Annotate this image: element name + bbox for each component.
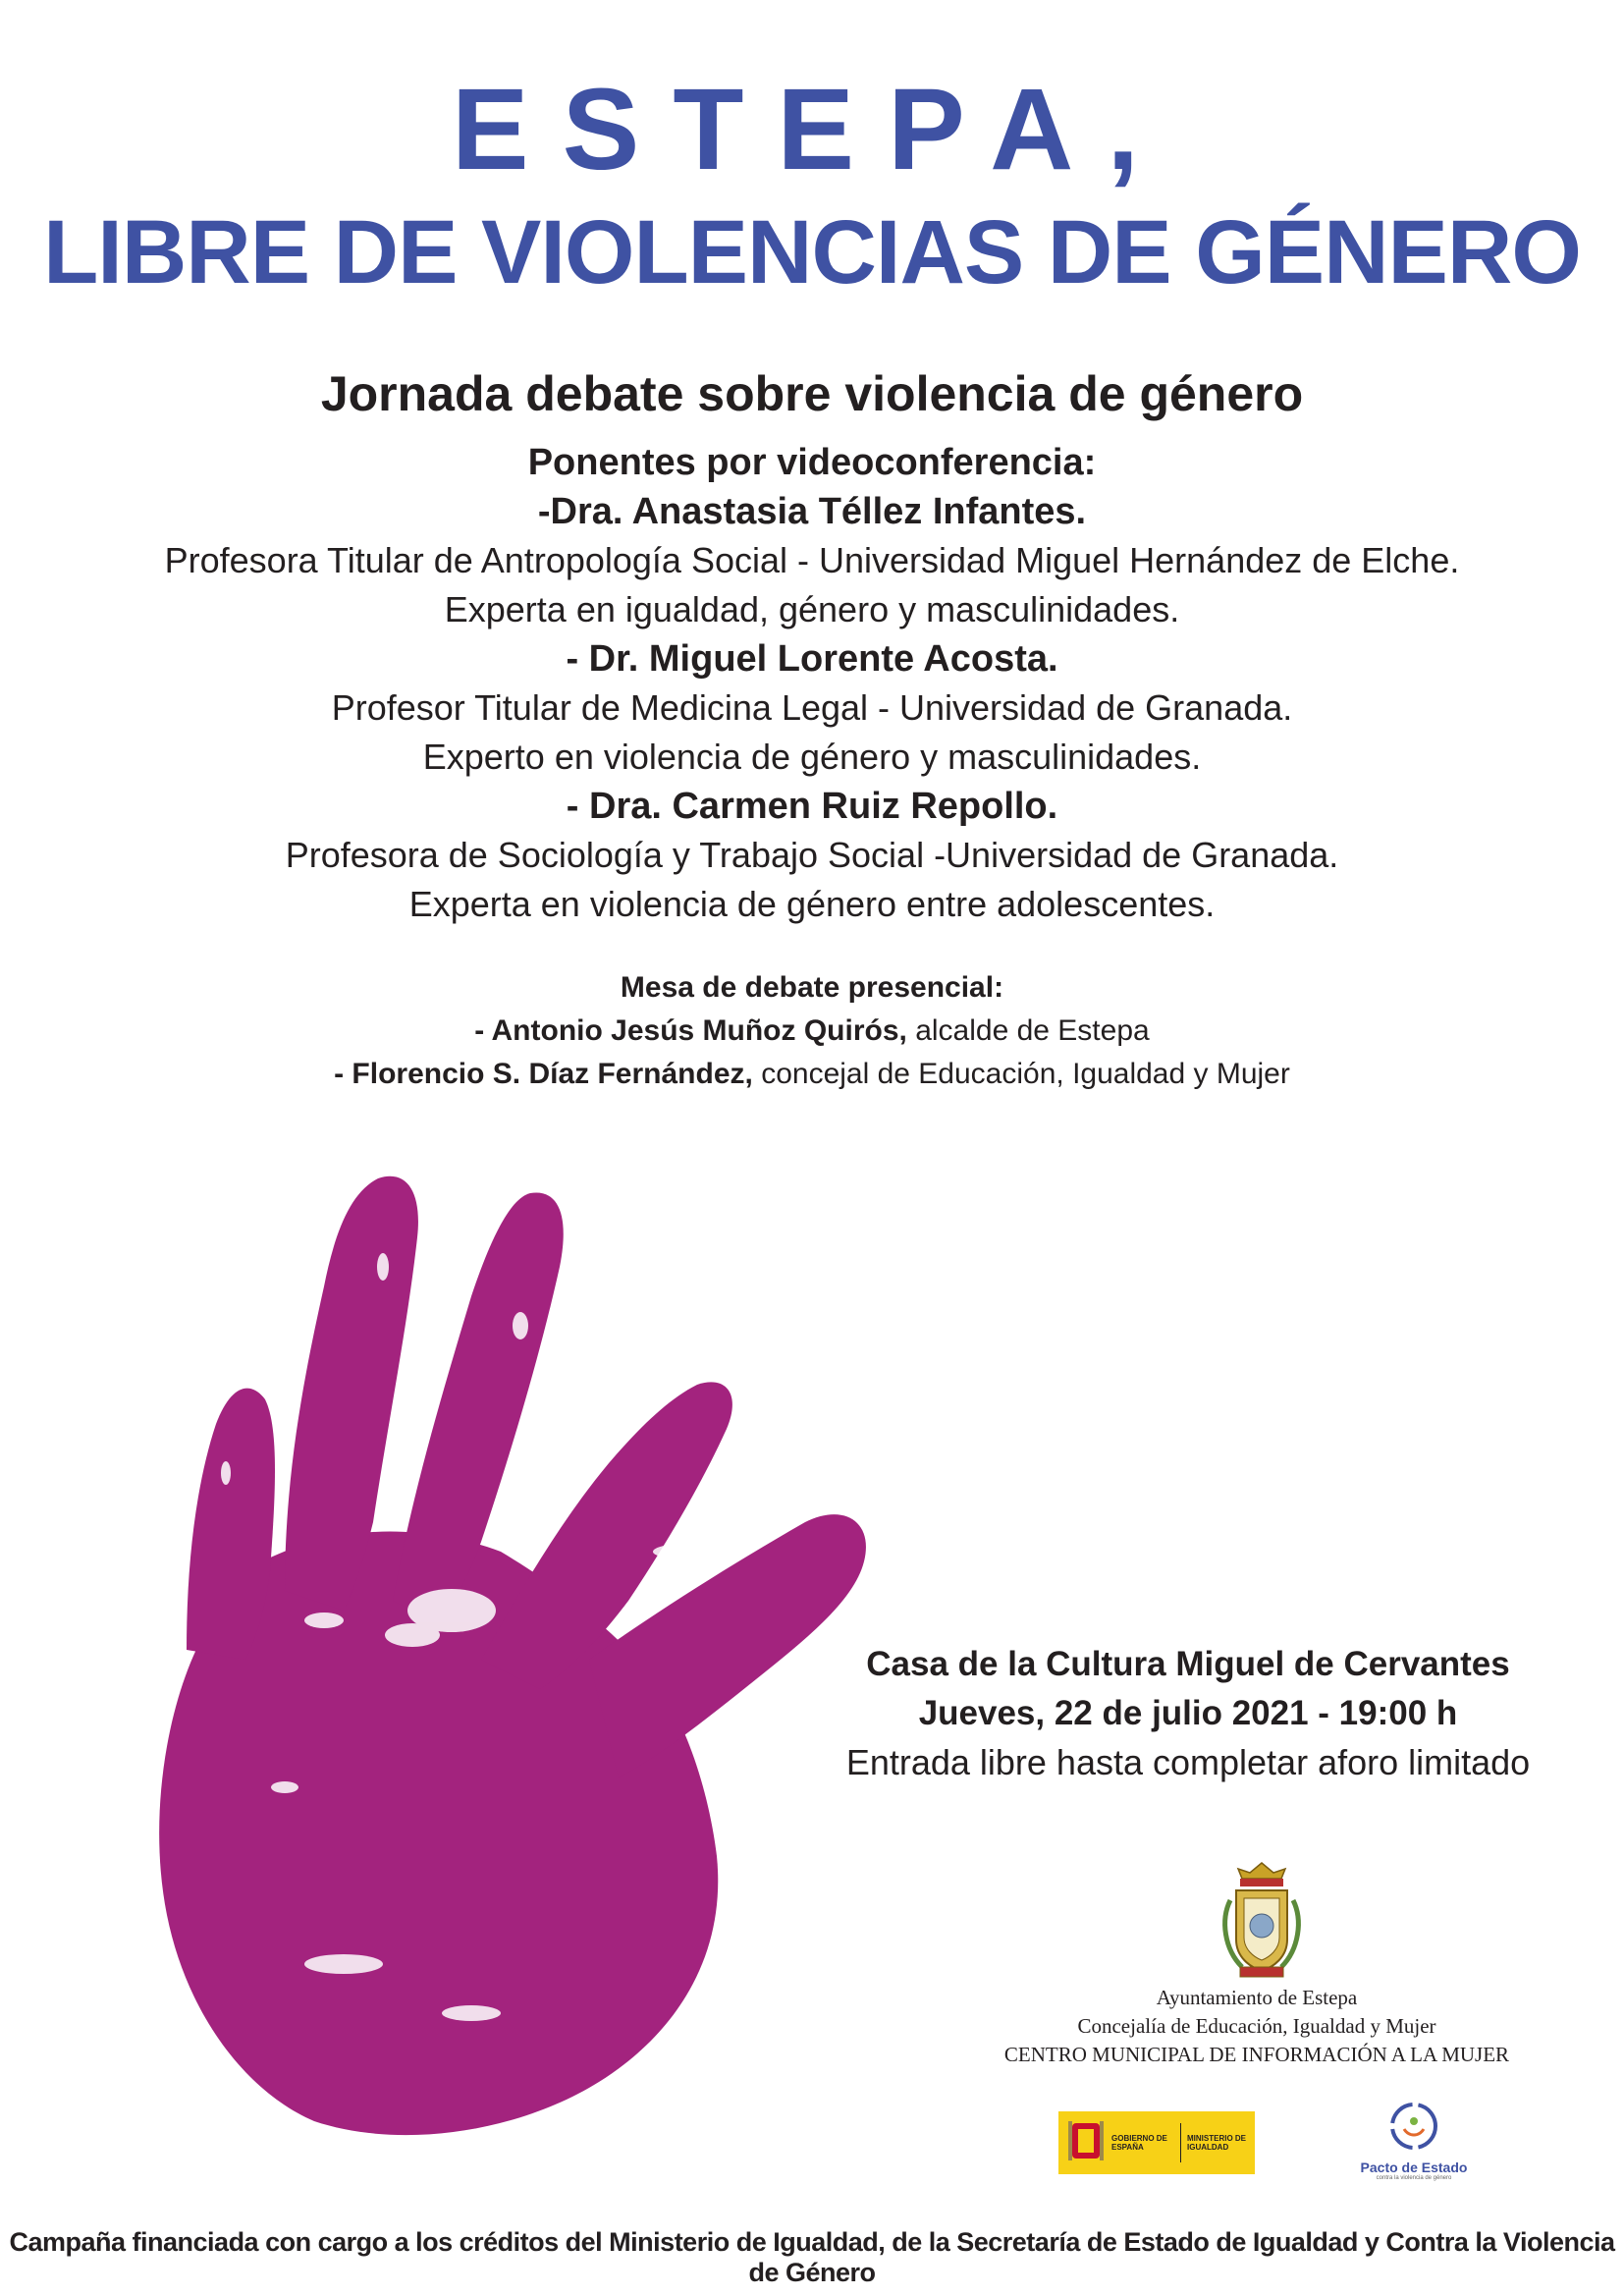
organizer-line-3: CENTRO MUNICIPAL DE INFORMACIÓN A LA MUJER bbox=[1003, 2043, 1510, 2066]
speakers-heading: Ponentes por videoconferencia: bbox=[527, 442, 1097, 483]
mesa-member-role: alcalde de Estepa bbox=[906, 1014, 1150, 1047]
pacto-estado-logo bbox=[1360, 2100, 1468, 2181]
event-venue: Casa de la Cultura Miguel de Cervantes bbox=[866, 1645, 1510, 1683]
pacto-sub: contra la violencia de género bbox=[1376, 2175, 1452, 2181]
speaker-name: - Dr. Miguel Lorente Acosta. bbox=[566, 638, 1058, 680]
event-entry: Entrada libre hasta completar aforo limitado bbox=[845, 1742, 1531, 1782]
speaker-name: - Dra. Carmen Ruiz Repollo. bbox=[566, 786, 1058, 827]
mesa-member bbox=[0, 1010, 1624, 1053]
organizer-block bbox=[982, 1984, 1532, 2069]
organizer-line-2: Concejalía de Educación, Igualdad y Mujer bbox=[1077, 2014, 1436, 2038]
subtitle: Jornada debate sobre violencia de género bbox=[320, 366, 1304, 421]
speaker-expertise: Experto en violencia de género y masculinidades. bbox=[422, 737, 1202, 777]
title-line-2: LIBRE DE VIOLENCIAS DE GÉNERO bbox=[43, 202, 1581, 302]
speaker-role: Profesor Titular de Medicina Legal - Universidad de Granada. bbox=[331, 687, 1293, 728]
title-line-1: ESTEPA, bbox=[451, 65, 1173, 194]
mesa-member-name: - Florencio S. Díaz Fernández, bbox=[334, 1058, 753, 1090]
event-info bbox=[766, 1640, 1610, 1787]
gobierno-logo bbox=[1058, 2111, 1255, 2174]
gobierno-text: GOBIERNO DE ESPAÑA bbox=[1111, 2134, 1167, 2152]
footer-text: Campaña financiada con cargo a los créditos del Ministerio de Igualdad, de la Secretaría de Estado de Igualdad y Contra la Violencia de Género bbox=[9, 2227, 1615, 2287]
mesa-member-name: - Antonio Jesús Muñoz Quirós, bbox=[474, 1014, 907, 1047]
mesa-section bbox=[0, 966, 1624, 1096]
speaker-role: Profesora Titular de Antropología Social - Universidad Miguel Hernández de Elche. bbox=[164, 540, 1460, 580]
speaker-name: -Dra. Anastasia Téllez Infantes. bbox=[537, 491, 1087, 532]
organizer-line-1: Ayuntamiento de Estepa bbox=[1156, 1986, 1358, 2009]
mesa-member bbox=[0, 1053, 1624, 1096]
speaker-expertise: Experta en igualdad, género y masculinidades. bbox=[444, 589, 1180, 629]
event-datetime: Jueves, 22 de julio 2021 - 19:00 h bbox=[918, 1694, 1458, 1732]
ministerio-text: MINISTERIO DE IGUALDAD bbox=[1187, 2134, 1247, 2152]
spain-shield-icon bbox=[1066, 2117, 1106, 2168]
pacto-estado-icon bbox=[1387, 2100, 1440, 2153]
estepa-crest-icon bbox=[1213, 1861, 1311, 1984]
speakers-section bbox=[0, 438, 1624, 929]
pacto-label: Pacto de Estado bbox=[1360, 2159, 1468, 2175]
mesa-heading: Mesa de debate presencial: bbox=[620, 971, 1004, 1004]
logo-divider bbox=[1180, 2123, 1181, 2162]
mesa-member-role: concejal de Educación, Igualdad y Mujer bbox=[752, 1058, 1290, 1090]
speaker-role: Profesora de Sociología y Trabajo Social -Universidad de Granada. bbox=[285, 835, 1339, 875]
speaker-expertise: Experta en violencia de género entre adolescentes. bbox=[408, 884, 1216, 924]
